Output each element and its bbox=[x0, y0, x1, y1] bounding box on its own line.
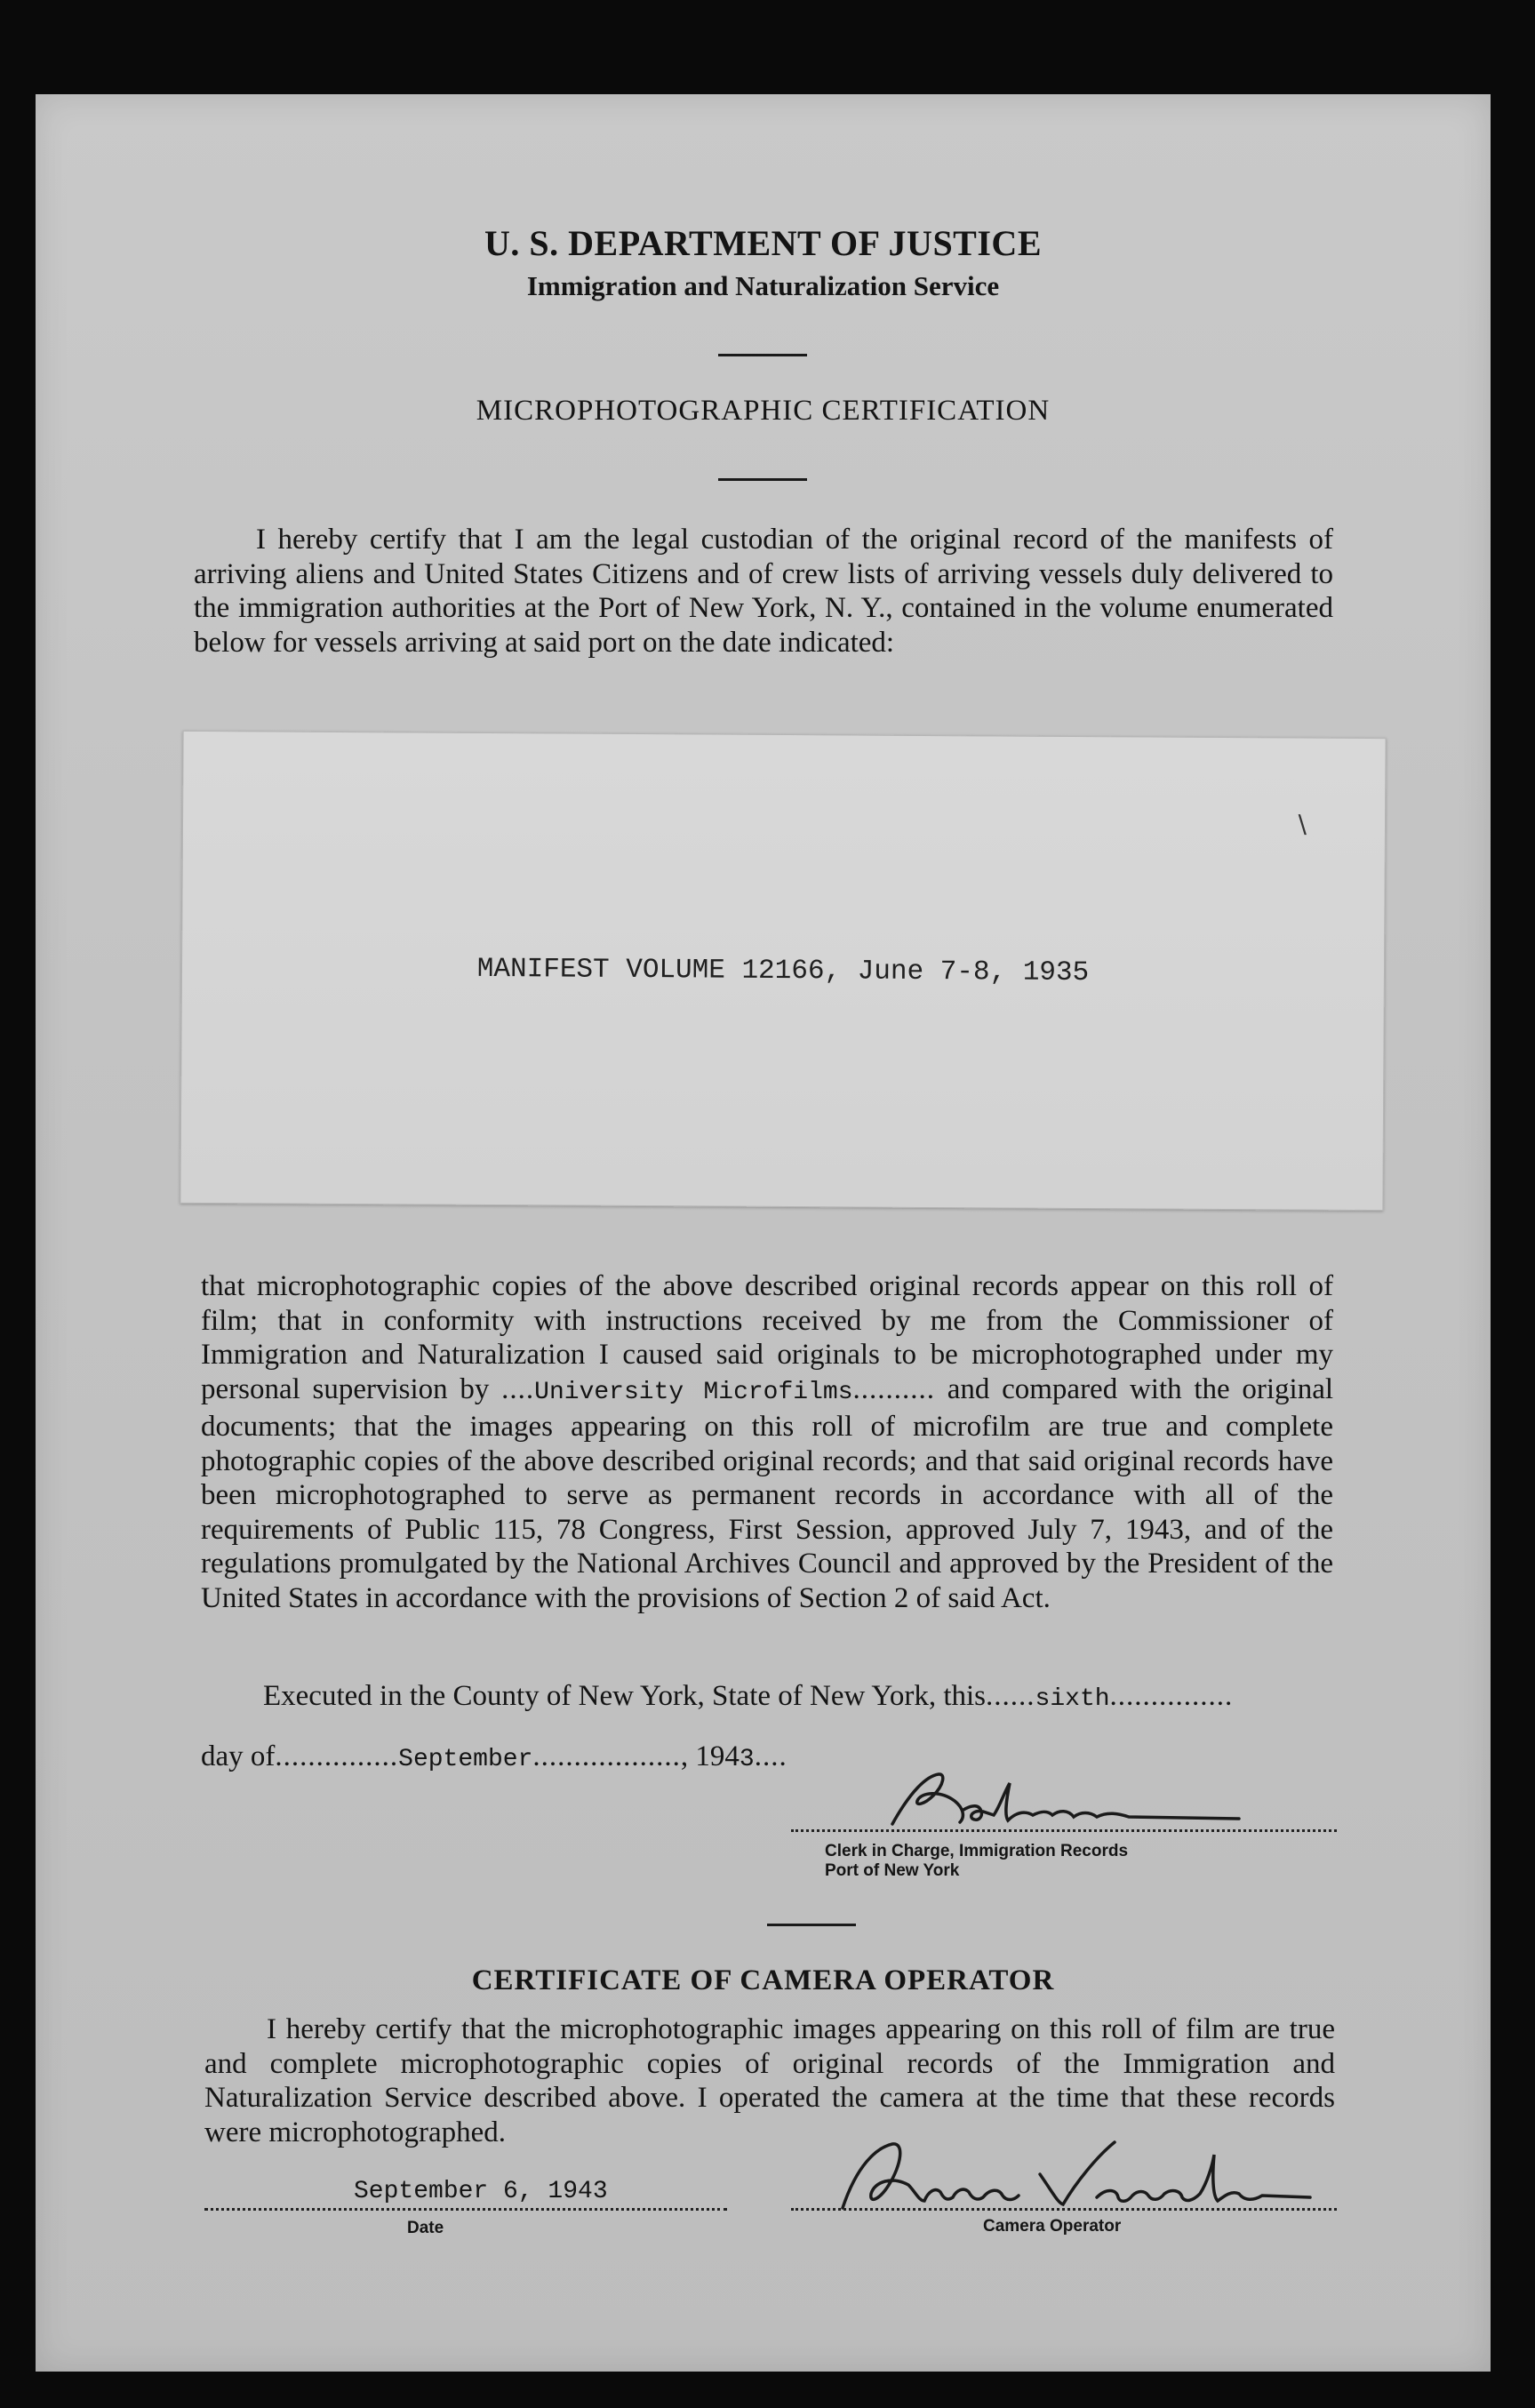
volume-slip bbox=[180, 731, 1386, 1211]
stray-mark: \ bbox=[1298, 809, 1307, 839]
executed-month: September bbox=[398, 1746, 533, 1773]
certification-body bbox=[201, 1269, 1333, 1615]
clerk-title-line1: Clerk in Charge, Immigration Records bbox=[825, 1842, 1129, 1860]
clerk-title bbox=[825, 1842, 1128, 1881]
dotted-fill: .... bbox=[754, 1740, 787, 1772]
custodian-statement: I hereby certify that I am the legal custodian of the original record of the manifests of arriving aliens and United States Citizens and of crew lists of arriving vessels duly delivered to the immigration authorities at the Port of New York, N. Y., contained in the volume enumerated below for vessels arriving at said port on the date indicated: bbox=[194, 524, 1333, 659]
dotted-fill: ...... bbox=[986, 1680, 1035, 1712]
clerk-signature bbox=[875, 1765, 1301, 1836]
certification-body-part2: and compared with the original documents; that the images appearing on this roll of microfilm are true and complete photographic copies of the above described original records; and that said original records have been microphotographed to serve as permanent records in accordance with all of the requirements of Public 115, 78 Congress, First Session, approved July 7, 1943, and of the regulations promulgated by the National Archives Council and approved by the President of the United States in accordance with the provisions of Section 2 of said Act. bbox=[201, 1372, 1334, 1614]
year-prefix: , 194 bbox=[680, 1740, 740, 1772]
day-of-prefix: day of bbox=[201, 1740, 276, 1772]
certification-body-part1: that microphotographic copies of the above described original records appear on this roll of film; that in conformity with instructions received by me from the Commissioner of Immigration and Naturalization I caused said originals to be microphotographed under my personal supervision by bbox=[201, 1270, 1333, 1405]
manifest-volume-label: MANIFEST VOLUME 12166, June 7-8, 1935 bbox=[476, 953, 1090, 989]
dotted-fill: .......... bbox=[852, 1372, 935, 1405]
service-subtitle: Immigration and Naturalization Service bbox=[526, 270, 1000, 301]
camera-certificate-heading: CERTIFICATE OF CAMERA OPERATOR bbox=[471, 1964, 1055, 1996]
clerk-title-line2: Port of New York bbox=[825, 1861, 960, 1880]
executed-line bbox=[263, 1680, 1233, 1713]
day-of-line bbox=[201, 1740, 787, 1773]
date-line bbox=[204, 2208, 727, 2211]
divider-rule bbox=[767, 1924, 856, 1926]
date-label: Date bbox=[407, 2219, 444, 2237]
divider-rule bbox=[718, 478, 807, 481]
microfilm-company: University Microfilms bbox=[534, 1378, 853, 1406]
operator-date: September 6, 1943 bbox=[354, 2178, 608, 2205]
certificate-page bbox=[36, 94, 1491, 2372]
camera-certificate-body: I hereby certify that the microphotographic images appearing on this roll of film are true and complete microphotographic copies of original records of the Immigration and Naturalization Service described above. I operated the camera at the time that these records were microphotographed. bbox=[204, 2013, 1335, 2148]
operator-signature bbox=[830, 2130, 1328, 2219]
year-digit: 3 bbox=[739, 1746, 755, 1773]
dotted-fill: .................. bbox=[532, 1740, 681, 1772]
divider-rule bbox=[718, 354, 807, 356]
dotted-fill: .... bbox=[501, 1372, 535, 1405]
dotted-fill: ............... bbox=[275, 1740, 399, 1772]
dotted-fill: ............... bbox=[1109, 1680, 1234, 1712]
certification-heading: MICROPHOTOGRAPHIC CERTIFICATION bbox=[476, 395, 1051, 427]
executed-day: sixth bbox=[1035, 1685, 1110, 1713]
camera-operator-label: Camera Operator bbox=[983, 2217, 1122, 2236]
executed-prefix: Executed in the County of New York, State of New York, this bbox=[263, 1680, 987, 1712]
department-title: U. S. DEPARTMENT OF JUSTICE bbox=[484, 223, 1042, 263]
